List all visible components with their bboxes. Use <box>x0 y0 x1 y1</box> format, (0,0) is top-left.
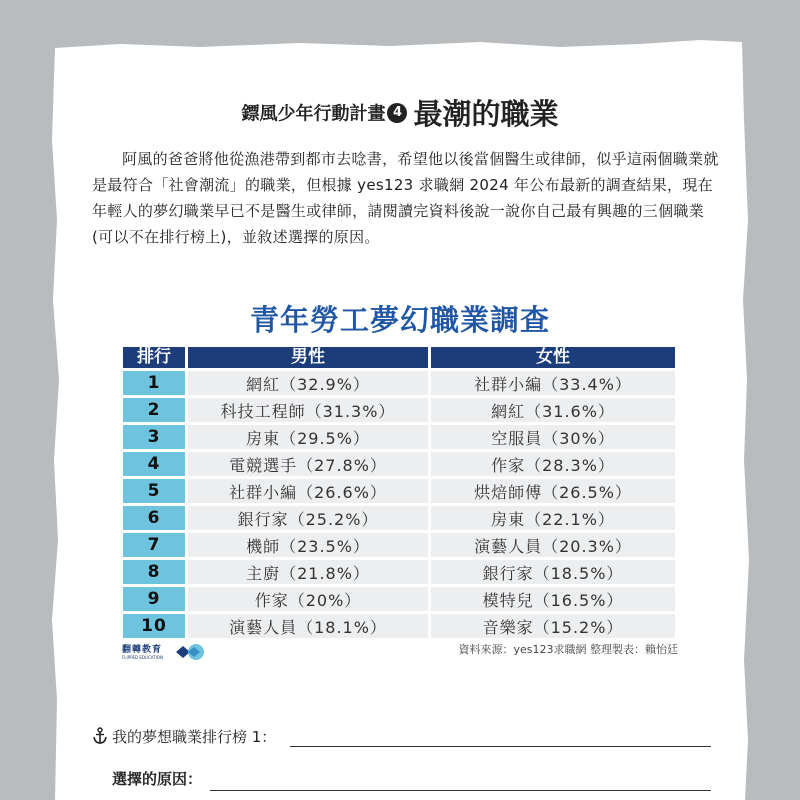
female-cell: 銀行家（18.5%） <box>431 560 675 584</box>
male-cell: 社群小編（26.6%） <box>188 479 428 503</box>
male-cell: 演藝人員（18.1%） <box>188 614 428 638</box>
table-row <box>123 371 675 395</box>
female-cell: 房東（22.1%） <box>431 506 675 530</box>
brand-mark <box>122 642 212 666</box>
rank-cell: 6 <box>123 506 185 530</box>
male-cell: 作家（20%） <box>188 587 428 611</box>
female-cell: 社群小編（33.4%） <box>431 371 675 395</box>
male-cell: 主廚（21.8%） <box>188 560 428 584</box>
rank-cell: 2 <box>123 398 185 422</box>
female-cell: 空服員（30%） <box>431 425 675 449</box>
female-cell: 演藝人員（20.3%） <box>431 533 675 557</box>
question-2-label: 選擇的原因： <box>112 770 203 788</box>
question-1-label: 我的夢想職業排行榜 1： <box>112 728 277 746</box>
rank-cell: 8 <box>123 560 185 584</box>
female-cell: 網紅（31.6%） <box>431 398 675 422</box>
table-row <box>123 506 675 530</box>
table-header-row <box>123 347 675 368</box>
brand-name: 翻轉教育 <box>122 645 163 655</box>
female-cell: 作家（28.3%） <box>431 452 675 476</box>
female-cell: 音樂家（15.2%） <box>431 614 675 638</box>
rank-cell: 10 <box>123 614 185 638</box>
male-cell: 機師（23.5%） <box>188 533 428 557</box>
intro-paragraph: 阿風的爸爸將他從漁港帶到都市去唸書，希望他以後當個醫生或律師，似乎這兩個職業就是最符合「社會潮流」的職業，但根據 yes123 求職網 2024 年公布最新的調查結果，現在年輕人的夢幻職業早已不是醫生或律師，請閱讀完資料後說一說你自己最有興趣的三個職業(可以不在排行榜上)，並敘述選擇的原因。 <box>92 150 719 246</box>
source-note: 資料來源：yes123求職網 整理製表：賴怡廷 <box>458 643 678 656</box>
table-row <box>123 533 675 557</box>
rank-cell: 9 <box>123 587 185 611</box>
male-cell: 網紅（32.9%） <box>188 371 428 395</box>
male-cell: 電競選手（27.8%） <box>188 452 428 476</box>
rank-cell: 5 <box>123 479 185 503</box>
table-row <box>123 560 675 584</box>
header-rank: 排行 <box>123 347 185 368</box>
anchor-icon <box>92 727 108 745</box>
table-row <box>123 425 675 449</box>
title-main: 最潮的職業 <box>413 97 559 131</box>
table-row <box>123 587 675 611</box>
rank-cell: 7 <box>123 533 185 557</box>
number-badge-icon: 4 <box>387 103 407 123</box>
answer-line-2[interactable] <box>210 790 711 791</box>
table-row <box>123 614 675 638</box>
table-row <box>123 398 675 422</box>
female-cell: 模特兒（16.5%） <box>431 587 675 611</box>
rank-cell: 1 <box>123 371 185 395</box>
page-title <box>0 92 800 133</box>
table-row <box>123 452 675 476</box>
survey-title: 青年勞工夢幻職業調查 <box>249 303 550 337</box>
male-cell: 房東（29.5%） <box>188 425 428 449</box>
brand-logo-icon <box>174 642 206 662</box>
rank-cell: 4 <box>123 452 185 476</box>
rank-cell: 3 <box>123 425 185 449</box>
male-cell: 銀行家（25.2%） <box>188 506 428 530</box>
male-cell: 科技工程師（31.3%） <box>188 398 428 422</box>
title-lead: 鏢風少年行動計畫 <box>241 103 386 125</box>
table-row <box>123 479 675 503</box>
answer-line-1[interactable] <box>290 746 711 747</box>
header-male: 男性 <box>188 347 428 368</box>
survey-table <box>120 344 678 641</box>
female-cell: 烘焙師傅（26.5%） <box>431 479 675 503</box>
brand-subtitle: FLIPPED EDUCATION <box>122 655 163 660</box>
header-female: 女性 <box>431 347 675 368</box>
